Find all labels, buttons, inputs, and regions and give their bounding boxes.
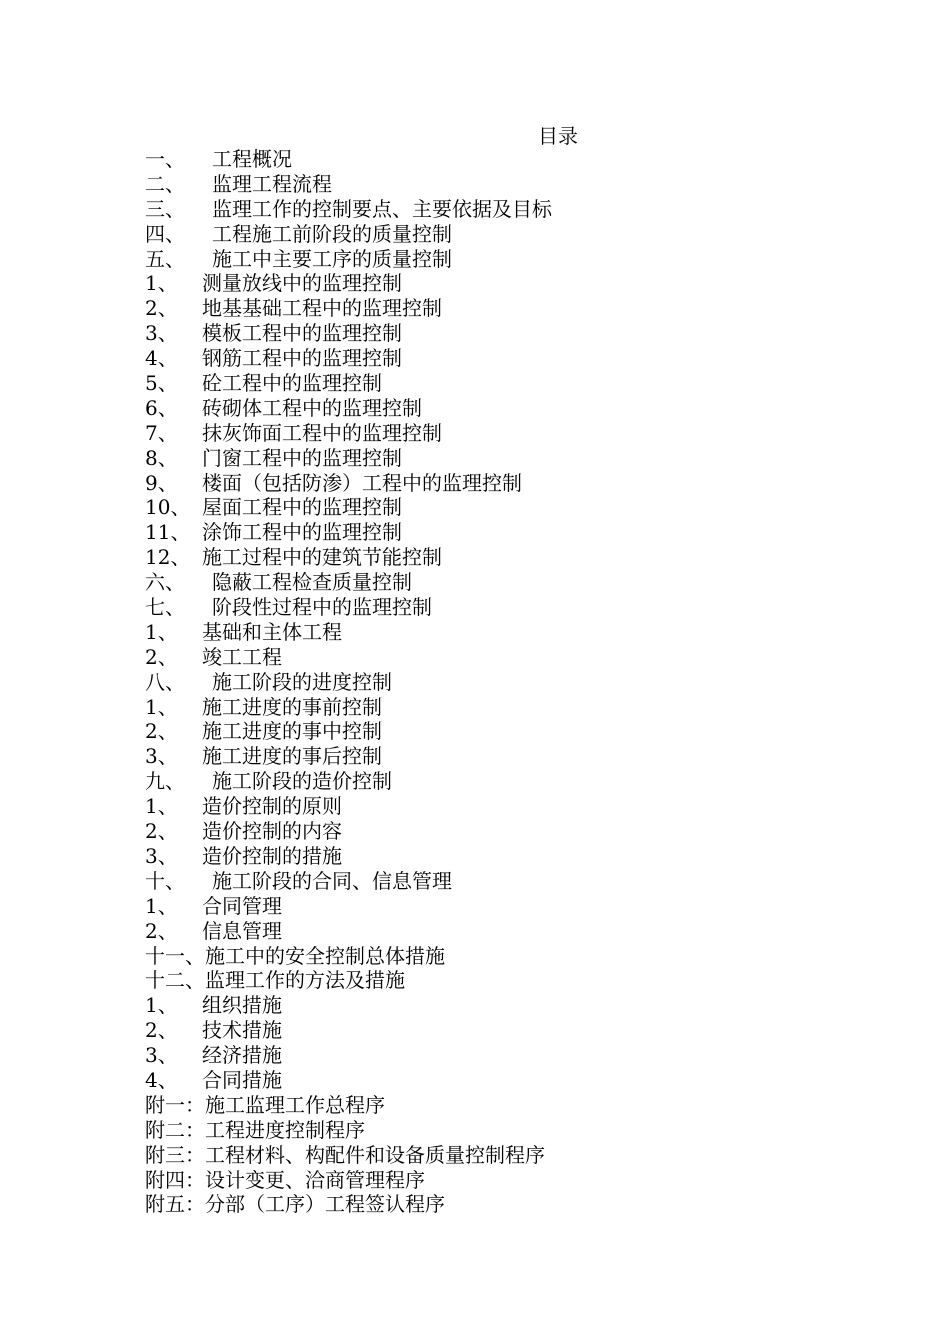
table-of-contents [145, 147, 552, 1217]
toc-entry-number: 11、 [145, 520, 191, 545]
toc-entry [145, 1043, 552, 1068]
toc-entry [145, 1168, 552, 1193]
toc-entry-number: 8、 [145, 445, 178, 470]
toc-entry-text: 分部（工序）工程签认程序 [205, 1192, 445, 1217]
toc-entry [145, 993, 552, 1018]
toc-entry [145, 545, 552, 570]
toc-entry-text: 监理工作的控制要点、主要依据及目标 [212, 196, 552, 221]
toc-entry [145, 670, 552, 695]
toc-entry-text: 造价控制的原则 [202, 794, 342, 819]
toc-entry [145, 271, 552, 296]
toc-entry-text: 屋面工程中的监理控制 [202, 495, 402, 520]
toc-entry [145, 147, 552, 172]
toc-entry-number: 八、 [145, 669, 185, 694]
toc-entry-text: 工程概况 [212, 147, 292, 171]
toc-entry-text: 砼工程中的监理控制 [202, 371, 382, 396]
toc-entry-text: 经济措施 [202, 1043, 282, 1068]
toc-entry-number: 3、 [145, 1043, 178, 1068]
toc-entry-number: 十、 [145, 868, 185, 893]
toc-entry [145, 719, 552, 744]
toc-entry [145, 595, 552, 620]
toc-entry-number: 一、 [145, 147, 185, 171]
toc-entry-text: 楼面（包括防渗）工程中的监理控制 [202, 470, 522, 495]
toc-entry [145, 1018, 552, 1043]
toc-entry-number: 2、 [145, 918, 178, 943]
toc-entry-text: 施工进度的事中控制 [202, 719, 382, 744]
toc-entry [145, 495, 552, 520]
toc-entry-text: 造价控制的措施 [202, 843, 342, 868]
toc-entry-number: 10、 [145, 495, 191, 520]
toc-entry-number: 十一、 [145, 943, 205, 968]
toc-entry-number: 五、 [145, 246, 185, 271]
toc-entry-number: 附二： [145, 1117, 205, 1142]
toc-entry-text: 监理工程流程 [212, 171, 332, 196]
toc-entry-text: 基础和主体工程 [202, 619, 342, 644]
toc-entry [145, 1192, 552, 1217]
toc-entry-text: 阶段性过程中的监理控制 [212, 595, 432, 620]
toc-entry [145, 645, 552, 670]
toc-entry [145, 944, 552, 969]
toc-entry-text: 施工监理工作总程序 [205, 1092, 385, 1117]
toc-entry [145, 222, 552, 247]
toc-entry-text: 砖砌体工程中的监理控制 [202, 395, 422, 420]
toc-entry-text: 施工阶段的造价控制 [212, 769, 392, 794]
toc-title: 目录 [538, 124, 578, 148]
toc-entry [145, 1118, 552, 1143]
toc-entry [145, 296, 552, 321]
toc-entry-number: 12、 [145, 545, 191, 570]
toc-entry [145, 744, 552, 769]
toc-entry-number: 四、 [145, 221, 185, 246]
toc-entry-number: 附三： [145, 1142, 205, 1167]
toc-entry-number: 附一： [145, 1092, 205, 1117]
toc-entry [145, 1143, 552, 1168]
toc-entry-text: 设计变更、洽商管理程序 [205, 1167, 425, 1192]
toc-entry-text: 施工过程中的建筑节能控制 [202, 545, 442, 570]
toc-entry-text: 组织措施 [202, 993, 282, 1018]
toc-entry [145, 247, 552, 272]
toc-entry [145, 520, 552, 545]
toc-entry-text: 施工中主要工序的质量控制 [212, 246, 452, 271]
toc-entry-number: 附四： [145, 1167, 205, 1192]
toc-entry-number: 1、 [145, 893, 178, 918]
toc-entry-text: 隐蔽工程检查质量控制 [212, 570, 412, 595]
toc-entry-text: 施工进度的事后控制 [202, 744, 382, 769]
toc-entry [145, 794, 552, 819]
toc-entry [145, 869, 552, 894]
toc-entry [145, 844, 552, 869]
toc-entry-text: 造价控制的内容 [202, 819, 342, 844]
toc-entry [145, 1093, 552, 1118]
toc-entry-text: 钢筋工程中的监理控制 [202, 346, 402, 371]
toc-entry-number: 1、 [145, 794, 178, 819]
toc-entry-text: 工程施工前阶段的质量控制 [212, 221, 452, 246]
toc-entry-text: 合同措施 [202, 1067, 282, 1092]
toc-entry-number: 9、 [145, 470, 178, 495]
toc-entry-text: 工程材料、构配件和设备质量控制程序 [205, 1142, 545, 1167]
toc-entry-number: 1、 [145, 271, 178, 296]
toc-entry-number: 5、 [145, 371, 178, 396]
toc-entry [145, 396, 552, 421]
toc-entry-text: 竣工工程 [202, 644, 282, 669]
toc-entry [145, 1068, 552, 1093]
toc-entry-number: 4、 [145, 346, 178, 371]
toc-entry-text: 抹灰饰面工程中的监理控制 [202, 420, 442, 445]
toc-entry-text: 地基基础工程中的监理控制 [202, 296, 442, 321]
toc-entry-number: 2、 [145, 644, 178, 669]
toc-entry [145, 421, 552, 446]
toc-entry [145, 819, 552, 844]
toc-entry [145, 446, 552, 471]
toc-entry [145, 919, 552, 944]
toc-entry-number: 六、 [145, 570, 185, 595]
toc-entry-number: 二、 [145, 171, 185, 196]
toc-entry-number: 2、 [145, 296, 178, 321]
toc-entry-text: 施工阶段的合同、信息管理 [212, 868, 452, 893]
toc-entry-number: 2、 [145, 1018, 178, 1043]
toc-entry-number: 7、 [145, 420, 178, 445]
toc-entry-number: 1、 [145, 694, 178, 719]
toc-entry-text: 施工进度的事前控制 [202, 694, 382, 719]
toc-entry-text: 合同管理 [202, 893, 282, 918]
toc-entry [145, 968, 552, 993]
toc-entry-number: 3、 [145, 843, 178, 868]
toc-entry [145, 620, 552, 645]
toc-entry-number: 2、 [145, 719, 178, 744]
toc-entry-text: 监理工作的方法及措施 [205, 968, 405, 993]
toc-entry-number: 三、 [145, 196, 185, 221]
toc-entry-text: 模板工程中的监理控制 [202, 321, 402, 346]
toc-entry-number: 4、 [145, 1067, 178, 1092]
toc-entry [145, 172, 552, 197]
toc-entry [145, 321, 552, 346]
toc-entry [145, 769, 552, 794]
toc-entry-number: 1、 [145, 619, 178, 644]
toc-entry-text: 涂饰工程中的监理控制 [202, 520, 402, 545]
toc-entry-number: 3、 [145, 744, 178, 769]
toc-entry-text: 门窗工程中的监理控制 [202, 445, 402, 470]
toc-entry-number: 6、 [145, 395, 178, 420]
toc-entry-number: 1、 [145, 993, 178, 1018]
toc-entry-text: 工程进度控制程序 [205, 1117, 365, 1142]
toc-entry-text: 施工阶段的进度控制 [212, 669, 392, 694]
toc-entry-number: 九、 [145, 769, 185, 794]
toc-entry [145, 346, 552, 371]
toc-entry-text: 测量放线中的监理控制 [202, 271, 402, 296]
toc-entry-number: 2、 [145, 819, 178, 844]
toc-entry-number: 七、 [145, 595, 185, 620]
toc-entry [145, 894, 552, 919]
toc-entry [145, 371, 552, 396]
toc-entry [145, 471, 552, 496]
toc-entry [145, 695, 552, 720]
toc-entry [145, 197, 552, 222]
toc-entry-number: 附五： [145, 1192, 205, 1217]
toc-entry [145, 570, 552, 595]
toc-entry-text: 施工中的安全控制总体措施 [205, 943, 445, 968]
toc-entry-text: 技术措施 [202, 1018, 282, 1043]
toc-entry-number: 3、 [145, 321, 178, 346]
toc-entry-number: 十二、 [145, 968, 205, 993]
toc-entry-text: 信息管理 [202, 918, 282, 943]
